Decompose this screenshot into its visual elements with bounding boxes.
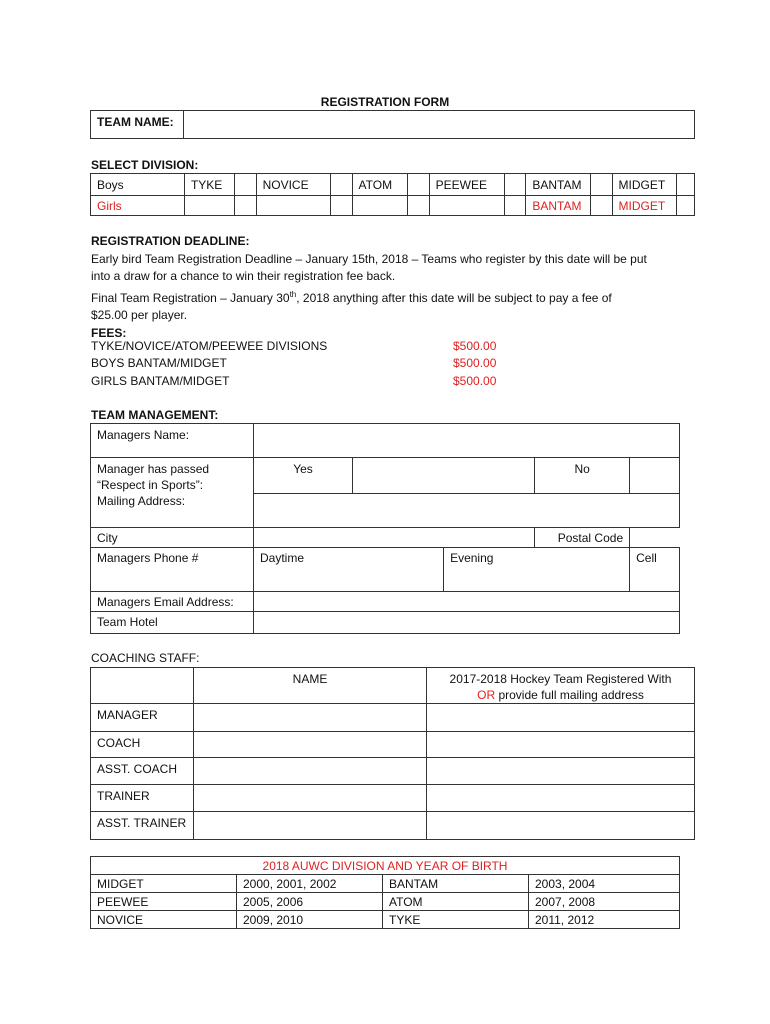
asst-trainer-registered-field[interactable]: [427, 812, 695, 840]
fee-amount: $500.00: [453, 339, 497, 353]
evening-label: Evening: [444, 548, 630, 592]
postal-code-label: Postal Code: [535, 528, 630, 548]
birth-cell: NOVICE: [91, 911, 237, 929]
registered-header-line: 2017-2018 Hockey Team Registered With: [449, 672, 672, 686]
checkbox-boys-midget[interactable]: [676, 174, 694, 196]
final-text: , 2018 anything after this date will be subject to pay a fee of: [296, 290, 612, 305]
select-division-heading: SELECT DIVISION:: [91, 158, 199, 172]
city-label: City: [91, 528, 254, 548]
empty-cell: [256, 196, 330, 216]
final-registration-line: [91, 286, 691, 308]
asst-coach-name-field[interactable]: [194, 758, 427, 785]
team-management-heading: TEAM MANAGEMENT:: [91, 408, 219, 422]
birth-cell: 2011, 2012: [529, 911, 680, 929]
empty-cell: [408, 196, 430, 216]
coach-registered-field[interactable]: [427, 732, 695, 758]
division-label: NOVICE: [256, 174, 330, 196]
role-label: MANAGER: [91, 704, 194, 732]
empty-cell: [504, 196, 526, 216]
birth-cell: 2003, 2004: [529, 875, 680, 893]
no-field[interactable]: [630, 458, 680, 494]
fee-amount: $500.00: [453, 356, 497, 370]
checkbox-boys-peewee[interactable]: [504, 174, 526, 196]
birth-cell: BANTAM: [383, 875, 529, 893]
or-word: OR: [477, 688, 496, 702]
role-label: ASST. COACH: [91, 758, 194, 785]
final-text: Final Team Registration – January 30: [91, 290, 290, 305]
mailing-address-label: Mailing Address:: [97, 494, 186, 508]
team-management-table: [90, 423, 680, 634]
division-label: PEEWEE: [429, 174, 504, 196]
manager-registered-field[interactable]: [427, 704, 695, 732]
fee-label: TYKE/NOVICE/ATOM/PEEWEE DIVISIONS: [91, 339, 328, 353]
trainer-registered-field[interactable]: [427, 785, 695, 812]
trainer-name-field[interactable]: [194, 785, 427, 812]
respect-line: “Respect in Sports”:: [97, 478, 204, 492]
fee-row: [91, 356, 511, 370]
deadline-heading: REGISTRATION DEADLINE:: [91, 234, 250, 248]
name-header: NAME: [194, 668, 427, 704]
birth-cell: 2005, 2006: [237, 893, 383, 911]
fees-heading: FEES:: [91, 325, 127, 340]
page-title: REGISTRATION FORM: [320, 95, 450, 109]
fee-amount: $500.00: [453, 374, 497, 388]
birth-table-title: 2018 AUWC DIVISION AND YEAR OF BIRTH: [91, 857, 680, 875]
managers-phone-label: Managers Phone #: [91, 548, 254, 592]
manager-name-field[interactable]: [194, 704, 427, 732]
fee-label: BOYS BANTAM/MIDGET: [91, 356, 227, 370]
division-label: MIDGET: [612, 196, 676, 216]
checkbox-girls-bantam[interactable]: [590, 196, 612, 216]
empty-cell: [235, 196, 257, 216]
birth-cell: PEEWEE: [91, 893, 237, 911]
empty-header-cell: [91, 668, 194, 704]
coaching-staff-heading: COACHING STAFF:: [91, 651, 200, 665]
early-bird-line: into a draw for a chance to win their registration fee back.: [91, 269, 396, 283]
yes-label: Yes: [254, 458, 353, 494]
division-label: BANTAM: [526, 196, 591, 216]
empty-cell: [330, 196, 352, 216]
team-name-field[interactable]: [184, 111, 695, 139]
city-field[interactable]: [254, 528, 535, 548]
team-hotel-field[interactable]: [254, 612, 680, 634]
empty-cell: [352, 196, 408, 216]
coaching-staff-table: [90, 667, 695, 840]
daytime-label: Daytime: [254, 548, 444, 592]
team-hotel-label: Team Hotel: [91, 612, 254, 634]
mailing-address-field[interactable]: [254, 494, 680, 528]
yes-field[interactable]: [353, 458, 535, 494]
division-birth-year-table: [90, 856, 680, 929]
role-label: ASST. TRAINER: [91, 812, 194, 840]
role-label: COACH: [91, 732, 194, 758]
managers-name-label: Managers Name:: [91, 424, 254, 458]
checkbox-boys-bantam[interactable]: [590, 174, 612, 196]
team-name-table: [90, 110, 695, 139]
deadline-section: [91, 233, 691, 342]
checkbox-boys-tyke[interactable]: [235, 174, 257, 196]
postal-code-field[interactable]: [630, 528, 680, 548]
checkbox-boys-atom[interactable]: [408, 174, 430, 196]
birth-cell: TYKE: [383, 911, 529, 929]
respect-in-sports-label: [91, 458, 254, 528]
boys-label: Boys: [91, 174, 185, 196]
birth-cell: MIDGET: [91, 875, 237, 893]
team-name-label: TEAM NAME:: [91, 111, 184, 139]
birth-cell: 2000, 2001, 2002: [237, 875, 383, 893]
managers-name-field[interactable]: [254, 424, 680, 458]
asst-coach-registered-field[interactable]: [427, 758, 695, 785]
fee-row: [91, 374, 511, 388]
final-registration-line: $25.00 per player.: [91, 308, 188, 322]
empty-cell: [429, 196, 504, 216]
fee-label: GIRLS BANTAM/MIDGET: [91, 374, 230, 388]
no-label: No: [535, 458, 630, 494]
birth-cell: ATOM: [383, 893, 529, 911]
cell-label: Cell: [630, 548, 680, 592]
registered-header-line: [433, 687, 688, 703]
registered-header: [427, 668, 695, 704]
checkbox-boys-novice[interactable]: [330, 174, 352, 196]
final-sup: th: [289, 289, 297, 299]
division-label: BANTAM: [526, 174, 591, 196]
birth-cell: 2009, 2010: [237, 911, 383, 929]
respect-line: Manager has passed: [97, 462, 210, 476]
registered-text: provide full mailing address: [495, 688, 644, 702]
managers-email-label: Managers Email Address:: [91, 592, 254, 612]
girls-label: Girls: [91, 196, 185, 216]
coach-name-field[interactable]: [194, 732, 427, 758]
early-bird-line: Early bird Team Registration Deadline – January 15th, 2018 – Teams who register by this date will be put: [91, 251, 647, 266]
role-label: TRAINER: [91, 785, 194, 812]
birth-cell: 2007, 2008: [529, 893, 680, 911]
asst-trainer-name-field[interactable]: [194, 812, 427, 840]
division-table: [90, 173, 695, 216]
managers-email-field[interactable]: [254, 592, 680, 612]
empty-cell: [184, 196, 234, 216]
checkbox-girls-midget[interactable]: [676, 196, 694, 216]
fee-row: [91, 339, 511, 353]
division-label: ATOM: [352, 174, 408, 196]
division-label: TYKE: [184, 174, 234, 196]
division-label: MIDGET: [612, 174, 676, 196]
